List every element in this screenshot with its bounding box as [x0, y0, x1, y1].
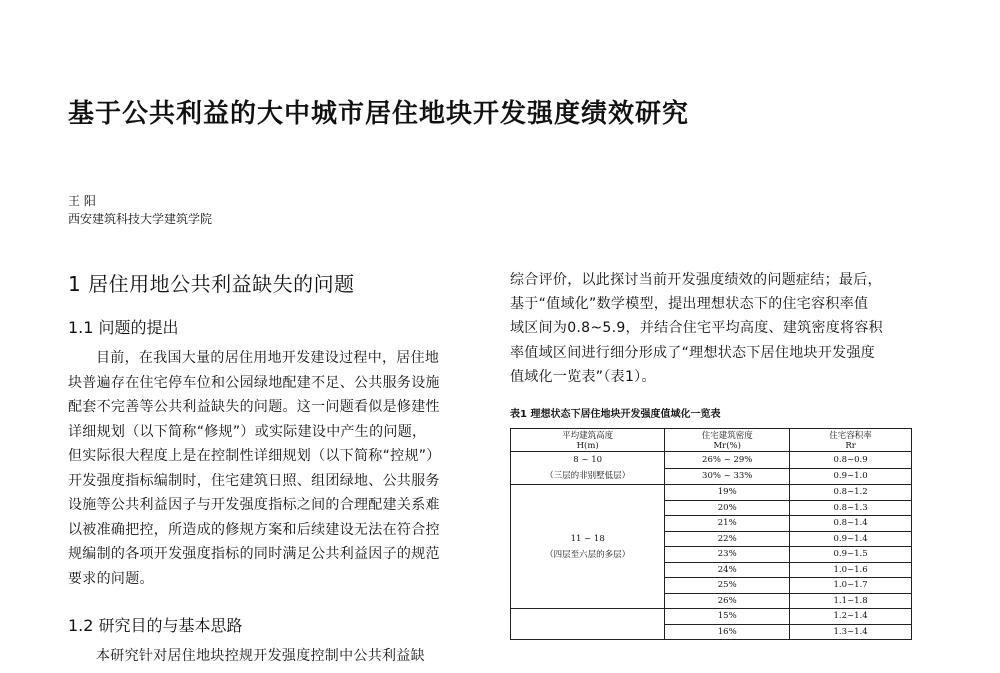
- header-label: 住宅建筑密度: [701, 431, 753, 442]
- far-cell: 0.8~1.3: [790, 500, 912, 516]
- density-cell: 21%: [665, 516, 790, 532]
- section-1-heading: 1 居住用地公共利益缺失的问题: [68, 272, 355, 296]
- far-cell: 0.9~1.5: [790, 547, 912, 563]
- far-cell: 0.8~1.2: [790, 485, 912, 501]
- body-line: 设施等公共利益因子与开发强度指标之间的合理配建关系难: [68, 497, 440, 513]
- table-header-row: [511, 429, 912, 452]
- height-note: （四层至六层的多层）: [545, 549, 631, 560]
- header-height: [511, 429, 665, 452]
- body-line: 基于“值域化”数学模型，提出理想状态下的住宅容积率值: [510, 296, 869, 313]
- header-label: 平均建筑高度: [562, 431, 614, 442]
- body-line: 值域化一览表”（表1）。: [510, 368, 656, 385]
- far-cell: 1.0~1.6: [790, 562, 912, 578]
- height-value: 8 ~ 10: [573, 455, 603, 466]
- body-line: 要求的问题。: [68, 570, 154, 587]
- body-line: 率值域区间进行细分形成了“理想状态下居住地块开发强度: [510, 344, 876, 361]
- author-name: 王 阳: [68, 194, 96, 208]
- height-cell: [511, 452, 665, 485]
- left-column: [68, 268, 472, 669]
- density-cell: 30% ~ 33%: [665, 468, 790, 485]
- subsection-1-2-heading: 1.2 研究目的与基本思路: [68, 616, 243, 635]
- density-cell: 15%: [665, 609, 790, 625]
- body-line: 规编制的各项开发强度指标的同时满足公共利益因子的规范: [68, 546, 440, 562]
- right-column: [510, 268, 920, 640]
- author-affiliation: 西安建筑科技大学建筑学院: [68, 212, 213, 226]
- density-cell: 19%: [665, 485, 790, 501]
- height-value: 11 ~ 18: [570, 533, 605, 544]
- body-line: 配套不完善等公共利益缺失的问题。这一问题看似是修建性: [68, 399, 440, 415]
- far-cell: 1.0~1.7: [790, 578, 912, 594]
- paper-title: 基于公共利益的大中城市居住地块开发强度绩效研究: [68, 99, 690, 129]
- density-cell: 25%: [665, 578, 790, 594]
- table-row: [511, 485, 912, 501]
- body-line: 块普遍存在住宅停车位和公园绿地配建不足、公共服务设施: [68, 374, 440, 391]
- body-line: 以被准确把控，所造成的修规方案和后续建设无法在符合控: [68, 521, 440, 538]
- far-cell: 0.8~0.9: [790, 452, 912, 469]
- header-far: [790, 429, 912, 452]
- density-cell: 23%: [665, 547, 790, 563]
- height-cell: [511, 485, 665, 609]
- header-unit: Rr: [845, 441, 856, 452]
- body-line: 综合评价，以此探讨当前开发强度绩效的问题症结；最后，: [510, 272, 882, 288]
- far-cell: 1.2~1.4: [790, 609, 912, 625]
- right-column-body: [510, 268, 920, 389]
- body-line: 域区间为0.8~5.9，并结合住宅平均高度、建筑密度将容积: [510, 320, 883, 337]
- table-caption: 表1 理想状态下居住地块开发强度值域化一览表: [510, 409, 721, 421]
- subsection-1-1-heading: 1.1 问题的提出: [68, 318, 179, 337]
- density-cell: 20%: [665, 500, 790, 516]
- height-note: （三层的非别墅低层）: [545, 471, 631, 482]
- body-line: 详细规划（以下简称“修规”）或实际建设中产生的问题，: [68, 423, 427, 440]
- subsection-1-2-body: 本研究针对居住地块控规开发强度控制中公共利益缺: [96, 648, 425, 664]
- far-cell: 1.1~1.8: [790, 593, 912, 609]
- subsection-1-1-body: [68, 346, 472, 591]
- density-cell: 26%: [665, 593, 790, 609]
- body-line: 但实际很大程度上是在控制性详细规划（以下简称“控规”）: [68, 448, 441, 464]
- far-cell: 0.8~1.4: [790, 516, 912, 532]
- far-cell: 0.9~1.4: [790, 531, 912, 547]
- body-line: 目前，在我国大量的居住用地开发建设过程中，居住地: [96, 350, 440, 366]
- far-cell: 0.9~1.0: [790, 468, 912, 485]
- header-unit: Mr(%): [713, 441, 741, 452]
- density-table: [510, 428, 912, 640]
- density-cell: 24%: [665, 562, 790, 578]
- table-row: [511, 609, 912, 625]
- height-cell: [511, 609, 665, 640]
- table-row: [511, 452, 912, 469]
- header-label: 住宅容积率: [829, 431, 872, 442]
- header-density: [665, 429, 790, 452]
- density-cell: 16%: [665, 624, 790, 640]
- far-cell: 1.3~1.4: [790, 624, 912, 640]
- header-unit: H(m): [576, 441, 599, 452]
- density-cell: 22%: [665, 531, 790, 547]
- body-line: 开发强度指标编制时，住宅建筑日照、组团绿地、公共服务: [68, 472, 440, 489]
- density-cell: 26% ~ 29%: [665, 452, 790, 469]
